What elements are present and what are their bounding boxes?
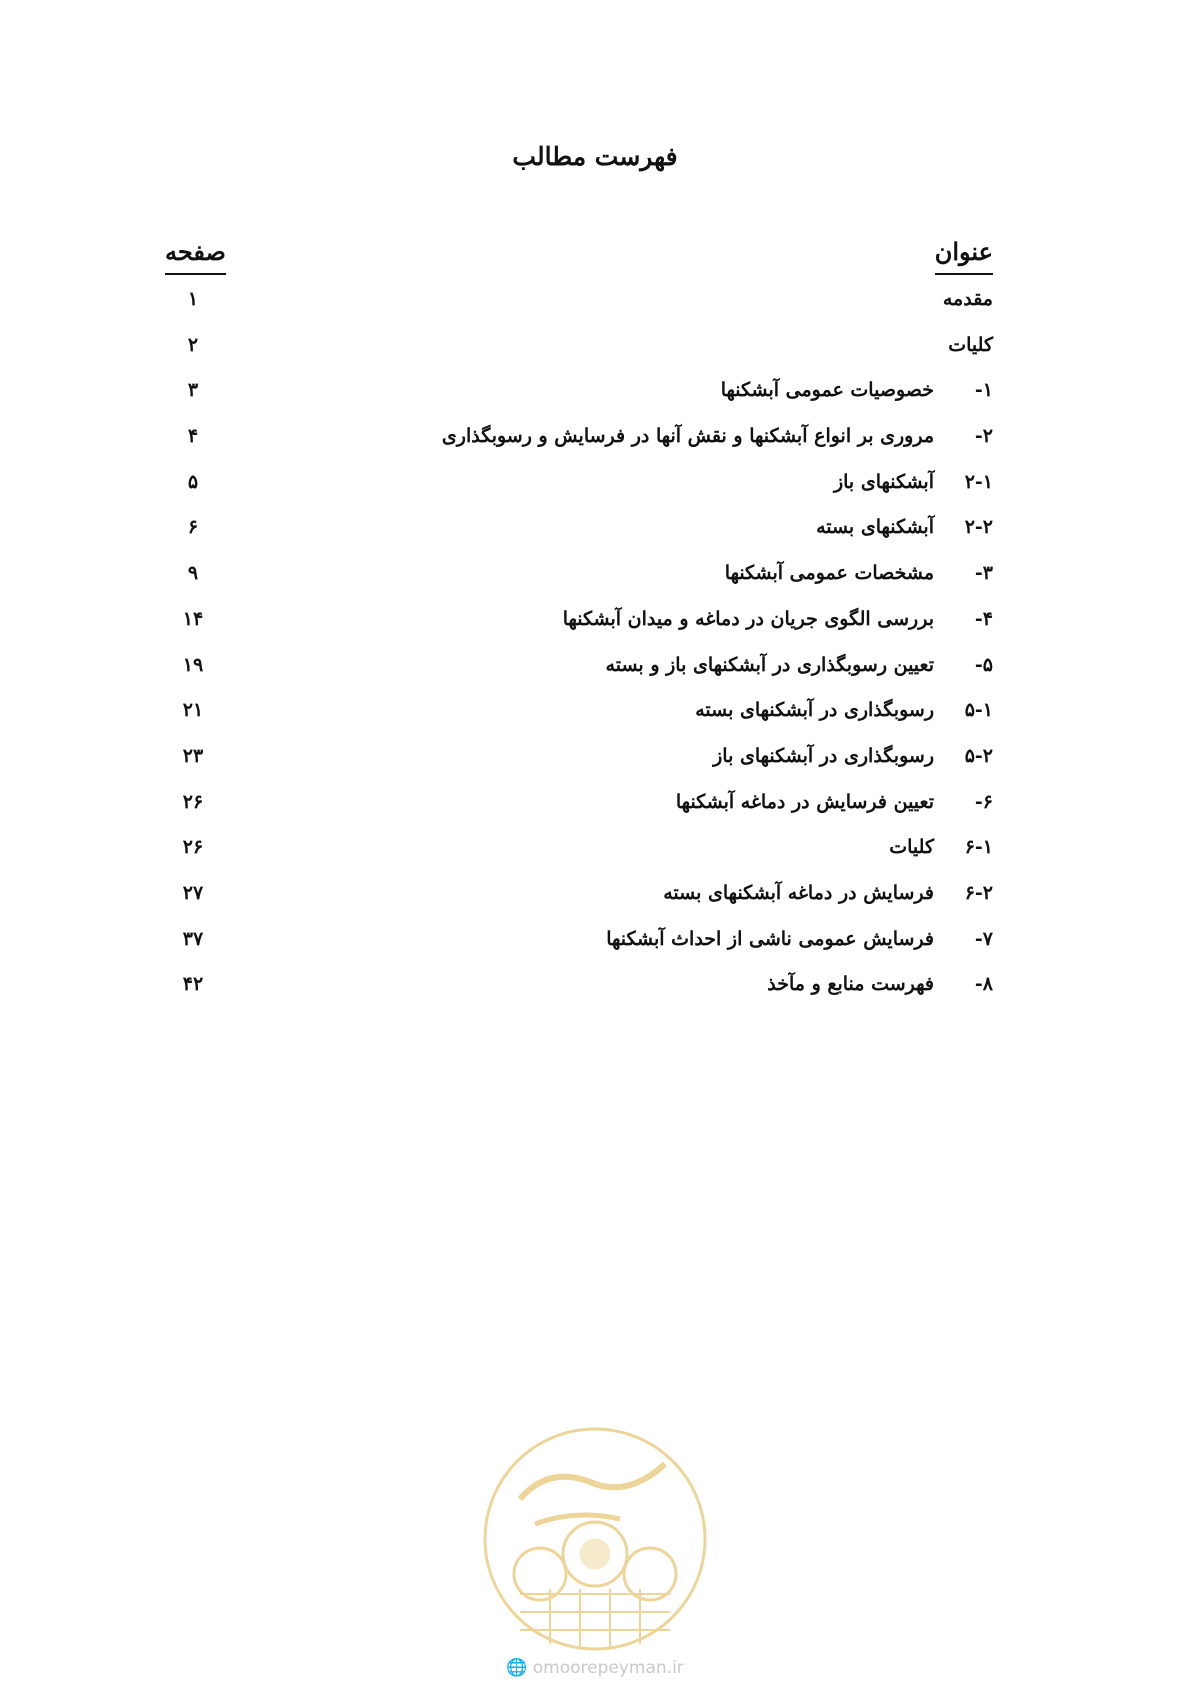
toc-entry-page: ۴۲	[182, 973, 204, 996]
toc-entry-text: رسوبگذاری در آبشکنهای باز	[713, 744, 934, 767]
toc-entry-text: مشخصات عمومی آبشکنها	[724, 562, 934, 585]
toc-entry-page: ۴	[187, 425, 199, 448]
toc-entry-text: فهرست منابع و مآخذ	[767, 973, 934, 996]
toc-entry[interactable]	[0, 876, 1190, 922]
toc-entry[interactable]	[0, 419, 1190, 465]
toc-entry-text: تعیین رسوبگذاری در آبشکنهای باز و بسته	[605, 653, 934, 676]
toc-entry[interactable]	[0, 556, 1190, 602]
toc-entry[interactable]	[0, 967, 1190, 1013]
toc-entry-page: ۱۴	[182, 607, 204, 630]
toc-entry-number: ۶-۱	[964, 836, 993, 859]
toc-entry[interactable]	[0, 373, 1190, 419]
toc-entry-text: کلیات	[889, 836, 934, 859]
page-title: فهرست مطالب	[512, 142, 678, 171]
globe-icon: 🌐	[506, 1658, 528, 1678]
toc-entry[interactable]	[0, 648, 1190, 694]
toc-entry[interactable]	[0, 830, 1190, 876]
toc-entry[interactable]	[0, 465, 1190, 511]
toc-entry[interactable]	[0, 693, 1190, 739]
toc-entry-text: مروری بر انواع آبشکنها و نقش آنها در فرسایش و رسوبگذاری	[441, 425, 934, 448]
toc-entry-page: ۲۱	[182, 699, 204, 722]
toc-entry[interactable]	[0, 922, 1190, 968]
toc-entry-page: ۲۶	[182, 790, 204, 813]
toc-entry-number: ۶-۲	[964, 881, 993, 904]
watermark-url	[0, 1658, 1190, 1678]
toc-entry-number: ۵-۱	[964, 699, 993, 722]
watermark-url-text: omoorepeyman.ir	[532, 1658, 684, 1678]
toc-entry-number: ۵-	[974, 653, 993, 676]
toc-entry-text: بررسی الگوی جریان در دماغه و میدان آبشکنها	[562, 607, 934, 630]
toc-entry[interactable]	[0, 602, 1190, 648]
toc-entry-page: ۵	[187, 470, 199, 493]
toc-entry-page: ۲۶	[182, 836, 204, 859]
gear-seal-icon	[480, 1424, 710, 1654]
toc-entry-number: ۴-	[974, 607, 993, 630]
toc-entry-page: ۲۳	[182, 744, 204, 767]
toc-entry-text: تعیین فرسایش در دماغه آبشکنها	[675, 790, 934, 813]
toc-entry-number: ۱-	[974, 379, 993, 402]
toc-entry-number: ۷-	[974, 927, 993, 950]
toc-entry-page: ۳	[187, 379, 199, 402]
toc-entry-text: آبشکنهای باز	[833, 470, 934, 493]
toc-entry-number: ۵-۲	[964, 744, 993, 767]
toc-entry-text: فرسایش در دماغه آبشکنهای بسته	[663, 881, 934, 904]
toc-entry-number: ۶-	[974, 790, 993, 813]
toc-entry[interactable]	[0, 282, 1190, 328]
toc-entry[interactable]	[0, 510, 1190, 556]
toc-entry-number: ۲-۱	[964, 470, 993, 493]
toc-entry-page: ۹	[187, 562, 199, 585]
toc-entry-number: ۲-	[974, 425, 993, 448]
toc-list	[0, 282, 1190, 1013]
toc-entry-text: کلیات	[948, 333, 993, 356]
toc-entry-page: ۲	[187, 333, 199, 356]
toc-entry-text: رسوبگذاری در آبشکنهای بسته	[695, 699, 934, 722]
toc-entry-text: مقدمه	[942, 288, 993, 310]
toc-entry-text: آبشکنهای بسته	[816, 516, 934, 539]
toc-entry-number: ۳-	[974, 562, 993, 585]
toc-entry-number: ۸-	[974, 973, 993, 996]
toc-entry-page: ۶	[187, 516, 199, 539]
toc-entry[interactable]	[0, 739, 1190, 785]
toc-entry[interactable]	[0, 785, 1190, 831]
page-column-header: صفحه	[165, 238, 226, 275]
toc-entry-page: ۲۷	[182, 881, 204, 904]
toc-entry-page: ۱	[187, 288, 199, 310]
toc-entry-number: ۲-۲	[964, 516, 993, 539]
title-column-header: عنوان	[935, 238, 993, 275]
toc-entry-page: ۱۹	[182, 653, 204, 676]
toc-entry-text: فرسایش عمومی ناشی از احداث آبشکنها	[606, 927, 934, 950]
toc-entry-text: خصوصیات عمومی آبشکنها	[720, 379, 934, 402]
toc-entry[interactable]	[0, 328, 1190, 374]
watermark-seal	[480, 1424, 710, 1654]
toc-entry-page: ۳۷	[182, 927, 204, 950]
